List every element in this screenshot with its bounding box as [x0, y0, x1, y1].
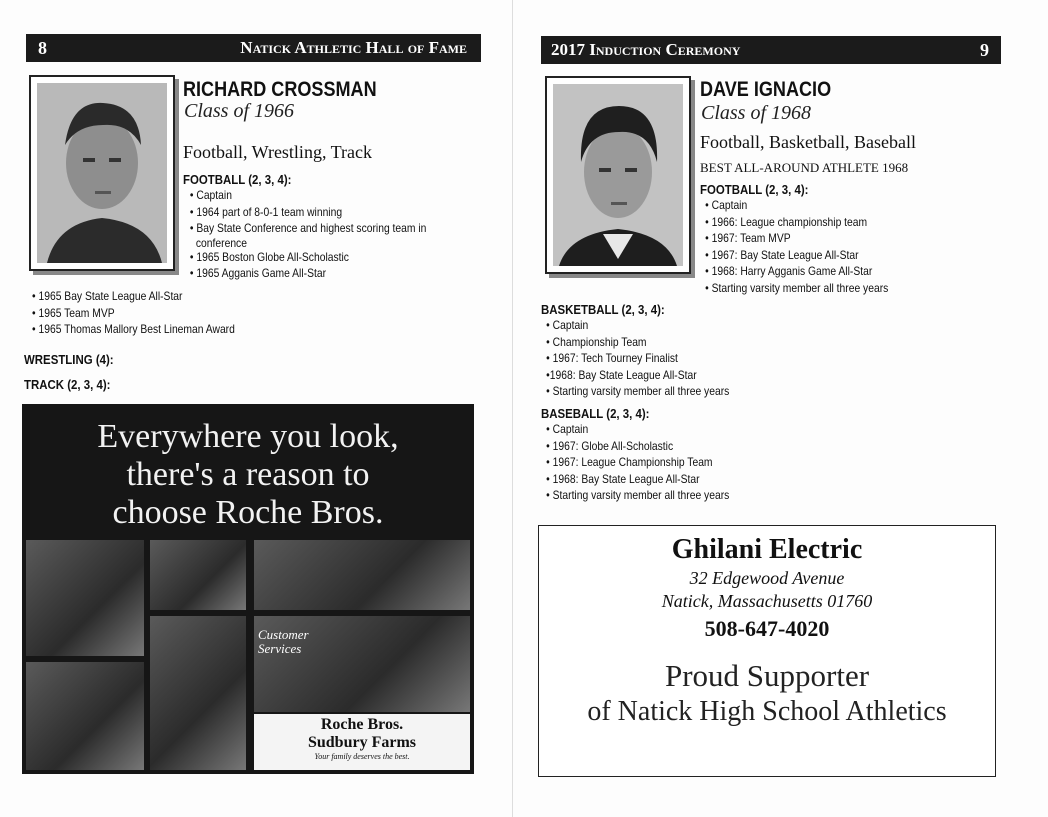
portrait-image: [37, 83, 167, 263]
list-item: • Starting varsity member all three years: [546, 488, 730, 502]
list-item: • Captain: [705, 198, 748, 212]
list-item: • 1965 Bay State League All-Star: [32, 289, 183, 303]
list-item: • 1967: Bay State League All-Star: [705, 247, 859, 262]
ad-photo-produce: [150, 540, 246, 610]
list-item: • 1967: Team MVP: [705, 231, 791, 245]
crossman-photo: [29, 75, 175, 271]
ghilani-electric-ad: [538, 525, 996, 777]
honor-line: BEST ALL-AROUND ATHLETE 1968: [700, 160, 909, 175]
list-item: • 1968: Bay State League All-Star: [546, 471, 700, 486]
list-item: • Starting varsity member all three years: [705, 280, 889, 295]
list-item: • Championship Team: [546, 334, 647, 349]
roche-bros-logo: Roche Bros.: [320, 716, 404, 733]
baseball-section: [541, 406, 760, 504]
sudbury-farms-logo: Sudbury Farms: [307, 734, 417, 751]
list-item: • 1965 Thomas Mallory Best Lineman Award: [32, 322, 235, 336]
list-item: • 1966: League championship team: [705, 214, 868, 229]
class-year: Class of 1968: [701, 102, 812, 124]
page-number: 8: [38, 37, 47, 58]
phone-number: 508-647-4020: [704, 616, 830, 641]
section-heading: FOOTBALL (2, 3, 4):: [183, 172, 292, 187]
section-heading: BASEBALL (2, 3, 4):: [541, 406, 650, 421]
ad-logo-panel: [254, 714, 470, 770]
list-item: • 1967: Globe All-Scholastic: [546, 438, 674, 453]
sports-list: Football, Wrestling, Track: [183, 142, 372, 162]
company-name: Ghilani Electric: [671, 534, 863, 565]
header-title: Natick Athletic Hall of Fame: [240, 38, 467, 57]
city-state-zip: Natick, Massachusetts 01760: [661, 591, 873, 611]
ignacio-photo: [545, 76, 691, 274]
left-header-bar: [26, 34, 481, 62]
football-section: [700, 182, 919, 296]
ad-photo-employee: [26, 540, 144, 656]
list-item: • Captain: [546, 318, 589, 332]
customer-services-sign: [258, 628, 309, 656]
page-fold: [512, 0, 513, 817]
list-item: • 1967: League Championship Team: [546, 455, 713, 469]
list-item: • 1965 Boston Globe All-Scholastic: [189, 249, 349, 264]
street-address: 32 Edgewood Avenue: [689, 568, 845, 588]
section-heading: FOOTBALL (2, 3, 4):: [700, 182, 809, 197]
ad-photo-bread: [26, 662, 144, 770]
inductee-name: RICHARD CROSSMAN: [183, 78, 377, 101]
class-year: Class of 1966: [184, 100, 295, 122]
track-heading: TRACK (2, 3, 4):: [24, 377, 111, 392]
header-title: 2017 Induction Ceremony: [551, 40, 741, 59]
portrait-image: [553, 84, 683, 266]
roche-bros-ad: [22, 404, 474, 774]
basketball-section: [541, 302, 760, 400]
list-item: • Bay State Conference and highest scoring team in: [189, 221, 427, 235]
section-heading: BASKETBALL (2, 3, 4):: [541, 302, 665, 317]
list-item: •1968: Bay State League All-Star: [546, 367, 697, 382]
list-item: • Captain: [189, 188, 232, 202]
list-item: • 1965 Team MVP: [32, 305, 115, 320]
ad-photo-butcher: [150, 616, 246, 770]
football-continued: [32, 288, 268, 338]
supporter-line-2: of Natick High School Athletics: [587, 696, 947, 727]
ad-headline-1: Everywhere you look,: [97, 418, 399, 455]
ad-tagline: Your family deserves the best.: [314, 752, 410, 761]
sign-line-1: Customer: [258, 627, 309, 642]
football-section: [183, 172, 466, 282]
list-item: • 1968: Harry Agganis Game All-Star: [705, 264, 873, 278]
ad-headline-3: choose Roche Bros.: [112, 494, 384, 531]
ad-headline-2: there's a reason to: [126, 456, 370, 493]
inductee-name: DAVE IGNACIO: [700, 78, 832, 101]
list-item: conference: [195, 235, 247, 250]
page-number: 9: [980, 39, 989, 60]
sports-list: Football, Basketball, Baseball: [700, 132, 916, 152]
right-header-bar: [541, 36, 1001, 64]
sign-line-2: Services: [258, 641, 302, 656]
wrestling-heading: WRESTLING (4):: [24, 352, 114, 367]
list-item: • 1965 Agganis Game All-Star: [189, 266, 327, 280]
list-item: • Captain: [546, 422, 589, 436]
list-item: • 1964 part of 8-0-1 team winning: [189, 204, 343, 219]
supporter-line-1: Proud Supporter: [664, 658, 870, 693]
ad-photo-store: [254, 540, 470, 610]
list-item: • Starting varsity member all three years: [546, 384, 730, 398]
list-item: • 1967: Tech Tourney Finalist: [546, 351, 678, 365]
